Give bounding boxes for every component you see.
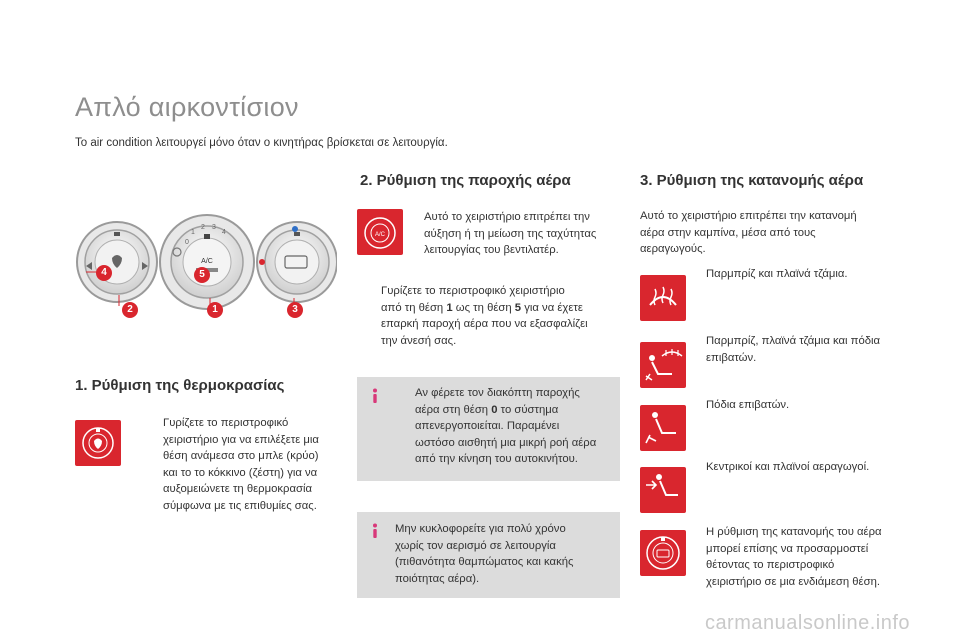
air-distribution-knob [257, 222, 337, 302]
svg-text:A/C: A/C [374, 232, 386, 238]
svg-text:2: 2 [201, 224, 205, 231]
section2-step: Γυρίζετε το περιστροφικό χειριστήριο από τη θέση 1 ως τη θέση 5 για να έχετε επαρκή παροχή αέρα που να εξασφαλίζει την άνεσή σας. [381, 285, 588, 347]
info-icon [366, 387, 384, 405]
mode-text-2: Παρμπρίζ, πλαϊνά τζάμια και πόδια επιβατών. [706, 335, 881, 364]
mode-text-3: Πόδια επιβατών. [706, 399, 790, 411]
feet-vent-icon [640, 405, 686, 451]
callout-3: 3 [287, 302, 303, 318]
watermark: carmanualsonline.info [704, 612, 910, 634]
info-icon [366, 522, 384, 540]
mode-text-5: Η ρύθμιση της κατανομής του αέρα μπορεί επίσης να προσαρμοστεί θέτοντας το περιστροφικό χειριστήριο σε μια ενδιάμεση θέση. [706, 526, 882, 588]
page-subtitle: Το air condition λειτουργεί μόνο όταν ο κινητήρας βρίσκεται σε λειτουργία. [75, 137, 448, 149]
callout-2: 2 [122, 302, 138, 318]
callout-4: 4 [96, 265, 112, 281]
section2-heading: 2. Ρύθμιση της παροχής αέρα [360, 172, 571, 189]
section1-text: Γυρίζετε το περιστροφικό χειριστήριο για να επιλέξετε μια θέση ανάμεσα στο μπλε (κρύο) και το το κόκκινο (ζέστη) για να αυξομειώνετε τη θερμοκρασία σύμφωνα με τις επιθυμίες σας. [163, 417, 319, 512]
callout-5: 5 [194, 267, 210, 283]
fan-speed-dial-icon [357, 209, 403, 255]
svg-text:3: 3 [212, 224, 216, 231]
mode-text-4: Κεντρικοί και πλαϊνοί αεραγωγοί. [706, 461, 870, 473]
temperature-dial-icon [75, 420, 121, 466]
svg-text:0: 0 [185, 239, 189, 246]
section1-heading: 1. Ρύθμιση της θερμοκρασίας [75, 377, 285, 394]
svg-text:4: 4 [222, 229, 226, 236]
face-vent-icon [640, 467, 686, 513]
callout-1: 1 [207, 302, 223, 318]
fan-speed-knob [160, 215, 254, 309]
section3-heading: 3. Ρύθμιση της κατανομής αέρα [640, 172, 864, 189]
mode-text-1: Παρμπρίζ και πλαϊνά τζάμια. [706, 268, 848, 280]
note-panel-fan-off: Αν φέρετε τον διακόπτη παροχής αέρα στη θέση 0 το σύστημα απενεργοποιείται. Παραμένει ωστόσο αισθητή μια μικρή ροή αέρα από την κίνηση του αυτοκινήτου. [357, 377, 620, 481]
note-panel-ventilation: Μην κυκλοφορείτε για πολύ χρόνο χωρίς τον αερισμό σε λειτουργία (πιθανότητα θαμπώματος και κακής ποιότητας αέρα). [357, 512, 620, 598]
section2-intro: Αυτό το χειριστήριο επιτρέπει την αύξηση ή τη μείωση της ταχύτητας λειτουργίας του βεντιλατέρ. [424, 211, 597, 256]
ac-label: A/C [201, 258, 213, 265]
section3-intro: Αυτό το χειριστήριο επιτρέπει την κατανομή αέρα στην καμπίνα, μέσα από τους αεραγωγούς. [640, 210, 857, 255]
windscreen-feet-icon [640, 342, 686, 388]
svg-text:1: 1 [191, 229, 195, 236]
distribution-dial-icon [640, 530, 686, 576]
page-title: Απλό αιρκοντίσιον [75, 92, 299, 122]
temperature-knob [77, 222, 157, 302]
windscreen-demist-icon [640, 275, 686, 321]
